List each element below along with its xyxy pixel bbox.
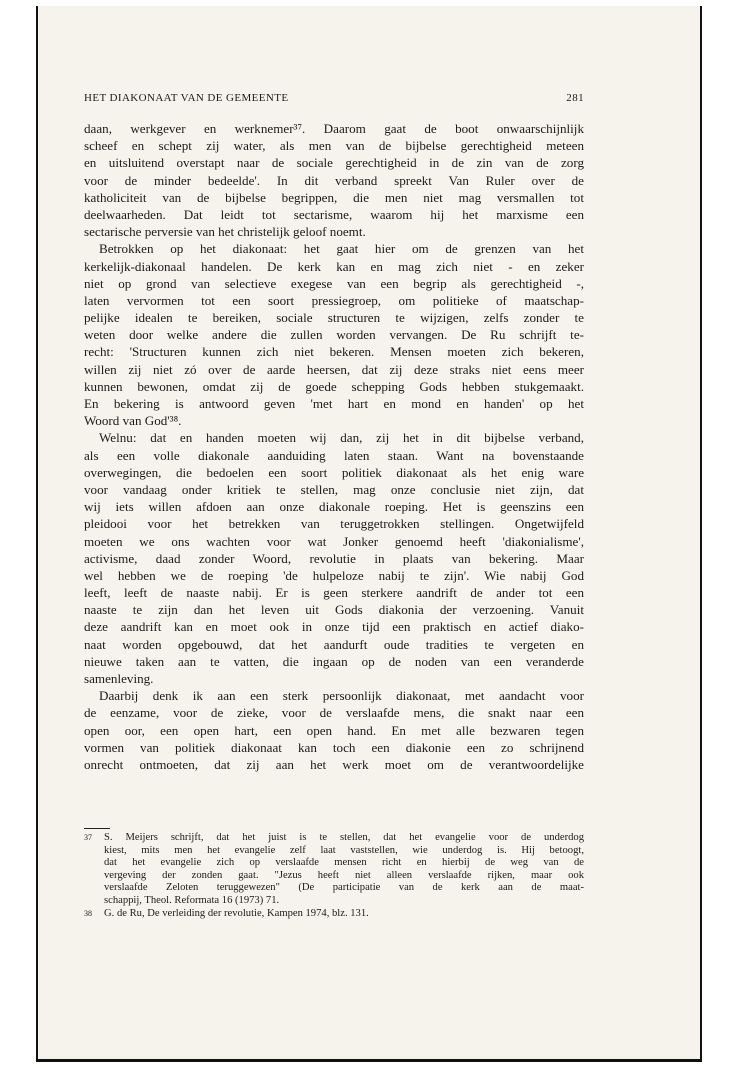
footnote-divider bbox=[84, 828, 110, 829]
text-line: pelijke idealen te bereiken, sociale structuren te wijzigen, zelfs zonder te bbox=[84, 310, 584, 326]
footnote-line: G. de Ru, De verleiding der revolutie, Kampen 1974, blz. 131. bbox=[104, 907, 369, 919]
footnote-number: 38 bbox=[84, 908, 92, 918]
text-line: voor vandaag onder kritiek te stellen, mag onze conclusie niet zijn, dat bbox=[84, 481, 584, 497]
text-line: naaste te zijn dan het leven uit Gods diakonia der verzoening. Vanuit bbox=[84, 602, 584, 618]
text-line: recht: 'Structuren kunnen zich niet bekeren. Mensen moeten zich bekeren, bbox=[84, 344, 584, 360]
text-line: de eenzame, voor de zieke, voor de verslaafde mens, die snakt naar een bbox=[84, 705, 584, 721]
footnote-line: dat het evangelie zich op verslaafde mensen richt en hierbij de weg van de bbox=[104, 857, 584, 869]
text-line: pleidooi voor het betrekken van teruggetrokken stellingen. Ongetwijfeld bbox=[84, 516, 584, 532]
text-line: wel hebben we de roeping 'de hulpeloze nabij te zijn'. Wie nabij God bbox=[84, 567, 584, 583]
text-line: Woord van God'³⁸. bbox=[84, 413, 182, 429]
text-line: als een volle diakonale aanduiding laten staan. Want na bovenstaande bbox=[84, 447, 584, 463]
text-line: willen zij niet zó over de aarde heersen, dat zij deze straks niet eens meer bbox=[84, 361, 584, 377]
body-text bbox=[84, 120, 584, 773]
text-line: weten door welke andere die zullen worden vervangen. De Ru schrijft te- bbox=[84, 327, 584, 343]
text-line: niet op grond van selectieve exegese van een begrip als gerechtigheid -, bbox=[84, 275, 584, 291]
text-line: En bekering is antwoord geven 'met hart en mond en handen' op het bbox=[84, 396, 584, 411]
text-line: kunnen bewonen, omdat zij de goede schepping Gods hebben stukgemaakt. bbox=[84, 378, 584, 394]
text-line: moeten we ons wachten voor wat Jonker genoemd heeft 'diakonialisme', bbox=[84, 533, 584, 549]
text-line: onrecht ontmoeten, dat zij aan het werk moet om de verantwoordelijke bbox=[84, 756, 584, 772]
footnote-number: 37 bbox=[84, 833, 92, 842]
footnote-line: vergeving der zonden gaat. "Jezus heeft niet alleen verslaafde rijken, maar ook bbox=[104, 869, 584, 881]
text-line: vormen van politiek diakonaat kan toch een diakonie een zo schrijnend bbox=[84, 739, 584, 755]
footnote-line: verslaafde Zeloten teruggewezen" (De participatie van de kerk aan de maat- bbox=[104, 882, 584, 894]
text-line: open oor, een open hart, een open hand. En met alle bezwaren tegen bbox=[84, 722, 584, 738]
footnote-38 bbox=[84, 908, 584, 921]
footnote-line: kiest, mits men het evangelie zelf laat vaststellen, wie underdog is. Hij betoogt, bbox=[104, 844, 584, 856]
text-line: daan, werkgever en werknemer³⁷. Daarom gaat de boot onwaarschijnlijk bbox=[84, 121, 584, 136]
text-line: Betrokken op het diakonaat: het gaat hier om de grenzen van het bbox=[99, 241, 584, 257]
text-line: nieuwe taken aan te vatten, die ingaan op de noden van een veranderde bbox=[84, 653, 584, 669]
text-line: Daarbij denk ik aan een sterk persoonlijk diakonaat, met aandacht voor bbox=[99, 688, 584, 704]
text-line: overwegingen, die bedoelen een soort politiek diakonaat als het enig ware bbox=[84, 464, 584, 480]
text-line: wij iets willen afdoen aan onze diakonale roeping. Het is geenszins een bbox=[84, 499, 584, 515]
text-line: voor de minder bedeelde'. In dit verband spreekt Van Ruler over de bbox=[84, 172, 584, 188]
text-line: scheef en schept zij water, als men van de bijbelse gerechtigheid meteen bbox=[84, 138, 584, 154]
text-line: sectarische perversie van het christelijk geloof noemt. bbox=[84, 224, 366, 240]
text-line: katholiciteit van de bijbelse begrippen, die men niet mag versmallen tot bbox=[84, 189, 584, 205]
text-line: deze aandrift kan en moet ook in onze tijd een praktisch en actief diako- bbox=[84, 619, 584, 635]
page-number: 281 bbox=[566, 92, 584, 104]
footnote-37 bbox=[84, 832, 584, 908]
text-line: Welnu: dat en handen moeten wij dan, zij het in dit bijbelse verband, bbox=[99, 430, 584, 446]
text-line: deelwaarheden. Dat leidt tot sectarisme, waarom hij het marxisme een bbox=[84, 206, 584, 222]
running-title: HET DIAKONAAT VAN DE GEMEENTE bbox=[84, 92, 289, 104]
text-line: en uitsluitend overstapt naar de sociale gerechtigheid in de zin van de zorg bbox=[84, 155, 584, 171]
text-line: kerkelijk-diakonaal handelen. De kerk kan en mag zich niet - en zeker bbox=[84, 258, 584, 274]
text-line: laten vervormen tot een soort pressiegroep, om politieke of maatschap- bbox=[84, 292, 584, 308]
footnote-line: S. Meijers schrijft, dat het juist is te stellen, dat het evangelie voor de underdog bbox=[104, 832, 584, 843]
text-line: naat worden opgebouwd, dat het aandurft oude tradities te vergeten en bbox=[84, 636, 584, 652]
text-line: activisme, daad zonder Woord, revolutie in plaats van bekering. Maar bbox=[84, 550, 584, 566]
text-line: leeft, leeft de naaste nabij. Er is geen sterkere aandrift de ander tot een bbox=[84, 585, 584, 601]
footnote-line: schappij, Theol. Reformata 16 (1973) 71. bbox=[104, 894, 280, 906]
text-line: samenleving. bbox=[84, 671, 154, 686]
footnotes bbox=[84, 832, 584, 920]
